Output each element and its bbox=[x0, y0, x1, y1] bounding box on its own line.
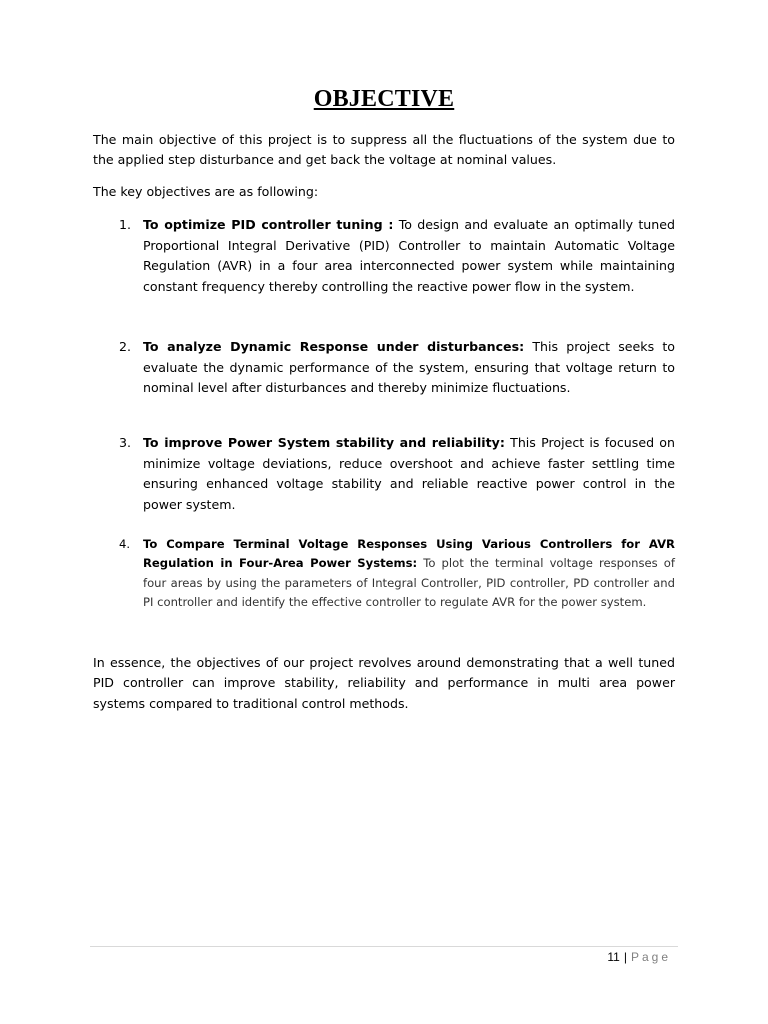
list-number: 1. bbox=[119, 217, 132, 232]
objective-body bbox=[143, 215, 675, 297]
objective-heading: To optimize PID controller tuning : bbox=[143, 217, 394, 232]
objective-item-1 bbox=[119, 215, 675, 297]
objective-text: To plot the terminal voltage responses of four areas by using the parameters of Integral Controller, PID controller, PD controller and PI controller and identify the effective controller to regulate AVR for the power system. bbox=[143, 556, 675, 610]
objective-text: This project seeks to evaluate the dynamic performance of the system, ensuring that voltage return to nominal level after disturbances and thereby minimize fluctuations. bbox=[143, 339, 676, 396]
essence-paragraph: In essence, the objectives of our project revolves around demonstrating that a well tuned PID controller can improve stability, reliability and performance in multi area power systems compared to traditional control methods. bbox=[93, 655, 675, 711]
list-number: 3. bbox=[119, 435, 132, 450]
page-label: Page bbox=[630, 950, 671, 964]
objectives-lead-in: The key objectives are as following: bbox=[93, 184, 319, 199]
intro-paragraph: The main objective of this project is to suppress all the fluctuations of the system due to the applied step disturbance and get back the voltage at nominal values. bbox=[93, 132, 675, 168]
objective-item-4 bbox=[119, 535, 675, 613]
objective-heading: To Compare Terminal Voltage Responses Using Various Controllers for AVR Regulation in Four-Area Power Systems: bbox=[143, 537, 675, 571]
objective-body bbox=[143, 535, 675, 613]
footer-separator: | bbox=[623, 950, 627, 964]
objective-heading: To analyze Dynamic Response under disturbances: bbox=[143, 339, 525, 354]
page-title: OBJECTIVE bbox=[313, 86, 455, 112]
page-footer bbox=[607, 949, 671, 965]
page-number: 11 bbox=[607, 950, 620, 964]
objective-item-3 bbox=[119, 433, 675, 515]
footer-divider bbox=[90, 946, 678, 947]
objective-item-2 bbox=[119, 337, 675, 399]
objective-heading: To improve Power System stability and reliability: bbox=[143, 435, 505, 450]
objective-text: This Project is focused on minimize voltage deviations, reduce overshoot and achieve faster settling time ensuring enhanced voltage stability and reliable reactive power control in the power system. bbox=[143, 435, 675, 512]
list-number: 4. bbox=[119, 537, 131, 551]
objective-body bbox=[143, 433, 675, 515]
list-number: 2. bbox=[119, 339, 132, 354]
objective-body bbox=[143, 337, 675, 399]
objective-text: To design and evaluate an optimally tuned Proportional Integral Derivative (PID) Controller to maintain Automatic Voltage Regulation (AVR) in a four area interconnected power system while maintaining constant frequency thereby controlling the reactive power flow in the system. bbox=[143, 217, 676, 294]
